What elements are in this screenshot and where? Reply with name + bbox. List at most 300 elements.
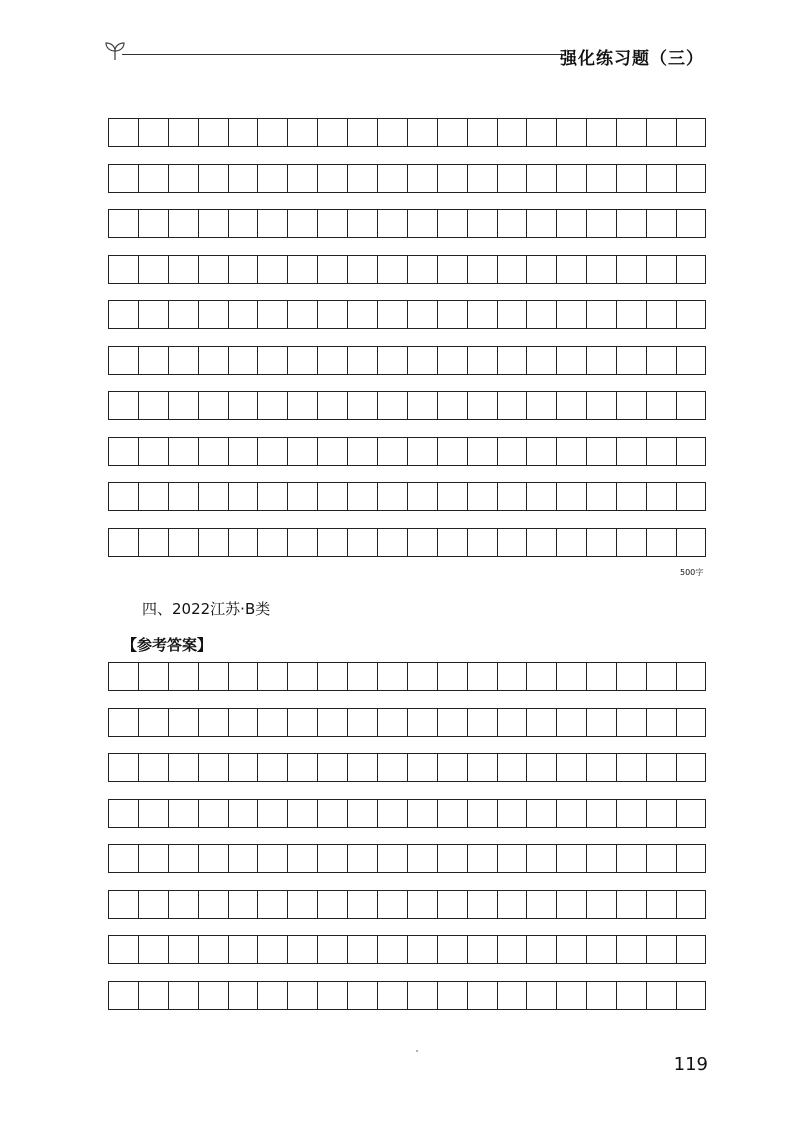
grid-cell: [497, 346, 527, 375]
grid-cell: [586, 255, 616, 284]
grid-cell: [347, 799, 377, 828]
grid-cell: [138, 528, 168, 557]
grid-cell: [347, 528, 377, 557]
grid-cell: [407, 391, 437, 420]
grid-cell: [257, 981, 287, 1010]
grid-cell: [467, 890, 497, 919]
grid-cell: [646, 482, 676, 511]
grid-cell: [556, 391, 586, 420]
grid-cell: [347, 300, 377, 329]
grid-cell: [467, 437, 497, 466]
sprout-icon: [104, 40, 126, 62]
grid-cell: [526, 890, 556, 919]
grid-cell: [616, 753, 646, 782]
grid-cell: [586, 708, 616, 737]
grid-cell: [228, 844, 258, 873]
grid-cell: [257, 300, 287, 329]
grid-cell: [407, 300, 437, 329]
grid-cell: [497, 981, 527, 1010]
grid-cell: [198, 662, 228, 691]
grid-cell: [198, 437, 228, 466]
grid-cell: [586, 799, 616, 828]
grid-cell: [168, 935, 198, 964]
grid-cell: [317, 391, 347, 420]
grid-cell: [108, 255, 138, 284]
grid-cell: [228, 935, 258, 964]
grid-cell: [377, 391, 407, 420]
grid-cell: [556, 300, 586, 329]
grid-cell: [257, 844, 287, 873]
grid-cell: [407, 844, 437, 873]
grid-cell: [467, 799, 497, 828]
grid-cell: [287, 799, 317, 828]
grid-cell: [108, 844, 138, 873]
grid-cell: [138, 391, 168, 420]
grid-cell: [526, 346, 556, 375]
grid-cell: [497, 482, 527, 511]
grid-cell: [676, 890, 706, 919]
grid-cell: [676, 391, 706, 420]
grid-cell: [377, 300, 407, 329]
grid-cell: [347, 437, 377, 466]
grid-cell: [108, 935, 138, 964]
grid-cell: [467, 482, 497, 511]
grid-cell: [586, 935, 616, 964]
grid-cell: [228, 528, 258, 557]
grid-cell: [108, 799, 138, 828]
grid-cell: [168, 164, 198, 193]
grid-cell: [676, 300, 706, 329]
grid-cell: [228, 391, 258, 420]
grid-cell: [616, 528, 646, 557]
grid-cell: [497, 164, 527, 193]
grid-cell: [676, 753, 706, 782]
grid-cell: [257, 935, 287, 964]
grid-cell: [407, 164, 437, 193]
grid-cell: [287, 935, 317, 964]
word-count-label: 500字: [680, 568, 704, 577]
essay-row: [108, 528, 706, 557]
grid-cell: [676, 482, 706, 511]
grid-cell: [616, 844, 646, 873]
grid-cell: [497, 391, 527, 420]
grid-cell: [407, 753, 437, 782]
grid-cell: [168, 391, 198, 420]
grid-cell: [497, 708, 527, 737]
essay-row: [108, 799, 706, 828]
grid-cell: [526, 209, 556, 238]
grid-cell: [377, 981, 407, 1010]
grid-cell: [198, 118, 228, 147]
grid-cell: [437, 346, 467, 375]
grid-cell: [138, 437, 168, 466]
grid-cell: [347, 346, 377, 375]
grid-cell: [526, 300, 556, 329]
grid-cell: [586, 662, 616, 691]
grid-cell: [198, 255, 228, 284]
grid-cell: [616, 209, 646, 238]
grid-cell: [646, 164, 676, 193]
page-header: [100, 34, 712, 74]
grid-cell: [676, 528, 706, 557]
essay-row: [108, 753, 706, 782]
grid-cell: [138, 662, 168, 691]
grid-cell: [556, 935, 586, 964]
grid-cell: [676, 799, 706, 828]
grid-cell: [646, 437, 676, 466]
grid-cell: [526, 981, 556, 1010]
grid-cell: [467, 981, 497, 1010]
grid-cell: [198, 164, 228, 193]
grid-cell: [287, 255, 317, 284]
grid-cell: [616, 346, 646, 375]
grid-cell: [377, 346, 407, 375]
grid-cell: [168, 482, 198, 511]
grid-cell: [108, 437, 138, 466]
grid-cell: [168, 255, 198, 284]
grid-cell: [467, 753, 497, 782]
grid-cell: [407, 346, 437, 375]
grid-cell: [287, 164, 317, 193]
grid-cell: [526, 118, 556, 147]
grid-cell: [108, 662, 138, 691]
grid-cell: [287, 662, 317, 691]
grid-cell: [676, 255, 706, 284]
section-title: 四、2022江苏·B类: [142, 600, 271, 618]
grid-cell: [467, 662, 497, 691]
grid-cell: [257, 482, 287, 511]
grid-cell: [257, 437, 287, 466]
grid-cell: [407, 255, 437, 284]
essay-row: [108, 164, 706, 193]
grid-cell: [556, 981, 586, 1010]
grid-cell: [228, 799, 258, 828]
grid-cell: [467, 391, 497, 420]
grid-cell: [676, 346, 706, 375]
grid-cell: [168, 118, 198, 147]
grid-cell: [228, 209, 258, 238]
essay-row: [108, 708, 706, 737]
grid-cell: [108, 346, 138, 375]
grid-cell: [168, 708, 198, 737]
grid-cell: [497, 300, 527, 329]
essay-row: [108, 890, 706, 919]
grid-cell: [287, 300, 317, 329]
grid-cell: [616, 935, 646, 964]
grid-cell: [108, 164, 138, 193]
grid-cell: [287, 482, 317, 511]
grid-cell: [317, 209, 347, 238]
grid-cell: [347, 935, 377, 964]
grid-cell: [317, 528, 347, 557]
grid-cell: [407, 890, 437, 919]
grid-cell: [586, 528, 616, 557]
header-rule: [122, 54, 562, 55]
grid-cell: [287, 118, 317, 147]
grid-cell: [646, 981, 676, 1010]
grid-cell: [437, 528, 467, 557]
grid-cell: [526, 482, 556, 511]
grid-cell: [526, 437, 556, 466]
grid-cell: [586, 482, 616, 511]
grid-cell: [586, 844, 616, 873]
grid-cell: [646, 118, 676, 147]
grid-cell: [526, 528, 556, 557]
grid-cell: [407, 482, 437, 511]
grid-cell: [317, 300, 347, 329]
grid-cell: [317, 346, 347, 375]
grid-cell: [108, 753, 138, 782]
grid-cell: [347, 255, 377, 284]
grid-cell: [257, 799, 287, 828]
grid-cell: [616, 708, 646, 737]
grid-cell: [377, 708, 407, 737]
grid-cell: [646, 890, 676, 919]
grid-cell: [138, 164, 168, 193]
grid-cell: [586, 346, 616, 375]
essay-row: [108, 482, 706, 511]
grid-cell: [497, 118, 527, 147]
grid-cell: [676, 437, 706, 466]
grid-cell: [616, 255, 646, 284]
grid-cell: [108, 708, 138, 737]
grid-cell: [228, 890, 258, 919]
grid-cell: [228, 981, 258, 1010]
grid-cell: [168, 890, 198, 919]
grid-cell: [437, 935, 467, 964]
grid-cell: [407, 528, 437, 557]
grid-cell: [168, 300, 198, 329]
grid-cell: [377, 482, 407, 511]
grid-cell: [287, 708, 317, 737]
grid-cell: [646, 209, 676, 238]
grid-cell: [377, 437, 407, 466]
grid-cell: [497, 753, 527, 782]
grid-cell: [317, 753, 347, 782]
grid-cell: [168, 528, 198, 557]
grid-cell: [467, 209, 497, 238]
grid-cell: [198, 391, 228, 420]
grid-cell: [198, 346, 228, 375]
grid-cell: [287, 209, 317, 238]
grid-cell: [646, 391, 676, 420]
grid-cell: [317, 799, 347, 828]
grid-cell: [556, 753, 586, 782]
grid-cell: [497, 209, 527, 238]
grid-cell: [138, 799, 168, 828]
grid-cell: [317, 844, 347, 873]
grid-cell: [467, 528, 497, 557]
grid-cell: [586, 118, 616, 147]
grid-cell: [198, 528, 228, 557]
grid-cell: [646, 528, 676, 557]
grid-cell: [138, 753, 168, 782]
grid-cell: [586, 981, 616, 1010]
essay-row: [108, 255, 706, 284]
grid-cell: [228, 300, 258, 329]
grid-cell: [138, 346, 168, 375]
grid-cell: [257, 118, 287, 147]
grid-cell: [467, 164, 497, 193]
grid-cell: [676, 118, 706, 147]
grid-cell: [198, 890, 228, 919]
grid-cell: [317, 708, 347, 737]
grid-cell: [407, 662, 437, 691]
grid-cell: [347, 844, 377, 873]
grid-cell: [556, 482, 586, 511]
grid-cell: [257, 662, 287, 691]
grid-cell: [556, 844, 586, 873]
grid-cell: [497, 662, 527, 691]
grid-cell: [347, 118, 377, 147]
grid-cell: [317, 437, 347, 466]
grid-cell: [257, 391, 287, 420]
grid-cell: [586, 209, 616, 238]
grid-cell: [257, 528, 287, 557]
grid-cell: [287, 528, 317, 557]
grid-cell: [228, 346, 258, 375]
grid-cell: [108, 391, 138, 420]
grid-cell: [138, 708, 168, 737]
grid-cell: [198, 209, 228, 238]
grid-cell: [437, 209, 467, 238]
grid-cell: [616, 662, 646, 691]
grid-cell: [168, 346, 198, 375]
grid-cell: [228, 255, 258, 284]
grid-cell: [646, 346, 676, 375]
grid-cell: [228, 118, 258, 147]
grid-cell: [168, 844, 198, 873]
grid-cell: [676, 708, 706, 737]
grid-cell: [586, 164, 616, 193]
grid-cell: [257, 209, 287, 238]
grid-cell: [616, 890, 646, 919]
grid-cell: [616, 799, 646, 828]
essay-row: [108, 118, 706, 147]
essay-row: [108, 346, 706, 375]
grid-cell: [497, 935, 527, 964]
grid-cell: [108, 981, 138, 1010]
grid-cell: [347, 164, 377, 193]
grid-cell: [437, 753, 467, 782]
grid-cell: [676, 164, 706, 193]
grid-cell: [556, 209, 586, 238]
grid-cell: [257, 164, 287, 193]
grid-cell: [377, 844, 407, 873]
grid-cell: [108, 482, 138, 511]
grid-cell: [377, 662, 407, 691]
grid-cell: [676, 209, 706, 238]
grid-cell: [377, 799, 407, 828]
grid-cell: [467, 346, 497, 375]
grid-cell: [616, 981, 646, 1010]
grid-cell: [108, 890, 138, 919]
grid-cell: [317, 662, 347, 691]
grid-cell: [526, 844, 556, 873]
grid-cell: [168, 981, 198, 1010]
grid-cell: [138, 981, 168, 1010]
grid-cell: [586, 753, 616, 782]
grid-cell: [556, 708, 586, 737]
grid-cell: [377, 164, 407, 193]
grid-cell: [646, 844, 676, 873]
grid-cell: [198, 482, 228, 511]
grid-cell: [586, 300, 616, 329]
grid-cell: [257, 255, 287, 284]
grid-cell: [287, 391, 317, 420]
grid-cell: [586, 437, 616, 466]
essay-row: [108, 209, 706, 238]
grid-cell: [198, 753, 228, 782]
grid-cell: [526, 662, 556, 691]
grid-cell: [287, 753, 317, 782]
grid-cell: [437, 391, 467, 420]
grid-cell: [317, 118, 347, 147]
grid-cell: [497, 799, 527, 828]
grid-cell: [377, 753, 407, 782]
grid-cell: [467, 300, 497, 329]
grid-cell: [108, 209, 138, 238]
grid-cell: [616, 300, 646, 329]
grid-cell: [377, 935, 407, 964]
grid-cell: [586, 391, 616, 420]
grid-cell: [317, 981, 347, 1010]
grid-cell: [377, 255, 407, 284]
grid-cell: [317, 482, 347, 511]
grid-cell: [347, 391, 377, 420]
grid-cell: [556, 346, 586, 375]
grid-cell: [257, 708, 287, 737]
grid-cell: [377, 118, 407, 147]
grid-cell: [138, 255, 168, 284]
grid-cell: [138, 890, 168, 919]
grid-cell: [526, 391, 556, 420]
grid-cell: [168, 753, 198, 782]
grid-cell: [526, 708, 556, 737]
grid-cell: [168, 799, 198, 828]
grid-cell: [437, 437, 467, 466]
grid-cell: [437, 890, 467, 919]
grid-cell: [497, 890, 527, 919]
grid-cell: [497, 437, 527, 466]
grid-cell: [198, 799, 228, 828]
grid-cell: [168, 437, 198, 466]
grid-cell: [138, 118, 168, 147]
grid-cell: [228, 708, 258, 737]
grid-cell: [556, 437, 586, 466]
grid-cell: [437, 255, 467, 284]
grid-cell: [168, 209, 198, 238]
grid-cell: [138, 935, 168, 964]
grid-cell: [317, 935, 347, 964]
grid-cell: [526, 799, 556, 828]
grid-cell: [198, 708, 228, 737]
grid-cell: [437, 164, 467, 193]
grid-cell: [198, 844, 228, 873]
grid-cell: [108, 300, 138, 329]
page-number: 119: [673, 1054, 708, 1075]
grid-cell: [138, 209, 168, 238]
grid-cell: [437, 844, 467, 873]
grid-cell: [347, 753, 377, 782]
grid-cell: [198, 300, 228, 329]
grid-cell: [646, 935, 676, 964]
grid-cell: [497, 844, 527, 873]
grid-cell: [646, 708, 676, 737]
grid-cell: [228, 662, 258, 691]
grid-cell: [646, 662, 676, 691]
grid-cell: [556, 890, 586, 919]
